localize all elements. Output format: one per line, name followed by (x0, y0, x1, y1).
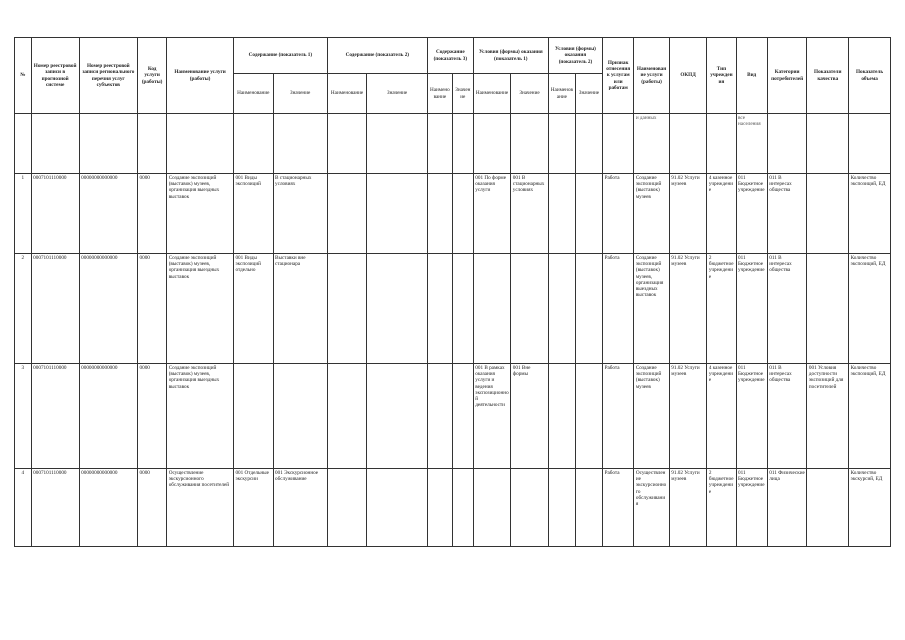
col-okpd: ОКПД (669, 38, 707, 114)
row-num: 4 (15, 469, 32, 547)
col-unique-number: Номер реестровой записи регионального перечня услуг субъектов (79, 38, 137, 114)
cell (327, 364, 367, 469)
cell (575, 254, 602, 364)
cell (548, 254, 575, 364)
sub-cond2-value: Значение (575, 74, 602, 114)
row-uniq: 00000000000000 (79, 174, 137, 254)
row-okved: Создание экспозиций (выставок) музеев (634, 174, 669, 254)
cell (452, 174, 473, 254)
sub-content3-value: Значение (452, 74, 473, 114)
cell (473, 114, 511, 174)
row-c1n (233, 364, 273, 469)
row-reg: 0007101110000 (31, 254, 79, 364)
cell (452, 254, 473, 364)
cell (575, 364, 602, 469)
cell (367, 174, 427, 254)
row-okpd: 91.02 Услуги музеев (669, 364, 707, 469)
row-cat: 011 Физические лица (767, 469, 807, 547)
row-vol: Количество экспозиций, ЕД (849, 174, 891, 254)
cell (575, 469, 602, 547)
cell (427, 254, 452, 364)
cell (548, 469, 575, 547)
cell (548, 174, 575, 254)
cell (707, 114, 736, 174)
row-vid: 011 Бюджетное учреждение (736, 174, 767, 254)
table-row (15, 114, 891, 174)
row-okved: Создание экспозиций (выставок) музеев (634, 364, 669, 469)
row-sign: Работа (603, 364, 634, 469)
sub-content1-value: Значение (273, 74, 327, 114)
cell (575, 174, 602, 254)
row-okpd: 91.02 Услуги музеев (669, 254, 707, 364)
row-vid: 011 Бюджетное учреждение (736, 364, 767, 469)
col-code: Код услуги (работы) (138, 38, 167, 114)
sub-content2-value: Значение (367, 74, 427, 114)
sub-content3-name: Наименование (427, 74, 452, 114)
table-row (15, 364, 891, 469)
sub-cond1-value: Значение (511, 74, 549, 114)
row-cat: 011 В интересах общества (767, 254, 807, 364)
cell (233, 114, 273, 174)
row-qual: 001 Условия доступности экспозиций для посетителей (807, 364, 849, 469)
row-okpd: 91.02 Услуги музеев (669, 174, 707, 254)
row-c1n: 001 Виды экспозиций отдельно (233, 254, 273, 364)
col-content3: Содержание (показатель 3) (427, 38, 473, 74)
cell (367, 469, 427, 547)
row-sign: Работа (603, 469, 634, 547)
table-row (15, 174, 891, 254)
col-sign: Признак отнесения к услугам или работам (603, 38, 634, 114)
row-code: 0000 (138, 254, 167, 364)
row-c1v: Выставки вне стационара (273, 254, 327, 364)
row-vol: Количество экскурсий, ЕД (849, 469, 891, 547)
cell (427, 174, 452, 254)
col-content1: Содержание (показатель 1) (233, 38, 327, 74)
row-num: 3 (15, 364, 32, 469)
col-num: № (15, 38, 32, 114)
row-code: 0000 (138, 174, 167, 254)
row-cd1n: 001 По форме оказания услуги (473, 174, 511, 254)
cell: и данных (634, 114, 669, 174)
row-type: 2 бюджетное учреждение (707, 254, 736, 364)
row-name: Осуществление экскурсионного обслуживания посетителей (167, 469, 234, 547)
cell: все населения (736, 114, 767, 174)
row-cd1v: 001 Вне формы (511, 364, 549, 469)
col-okved: Наименование услуги (работы) (634, 38, 669, 114)
cell (849, 114, 891, 174)
row-num: 2 (15, 254, 32, 364)
row-name: Создание экспозиций (выставок) музеев, организация выездных выставок (167, 254, 234, 364)
cell (327, 469, 367, 547)
cell (427, 469, 452, 547)
row-c1v: В стационарных условиях (273, 174, 327, 254)
cell (138, 114, 167, 174)
cell (327, 174, 367, 254)
row-cat: 011 В интересах общества (767, 364, 807, 469)
row-code: 0000 (138, 469, 167, 547)
cell (15, 114, 32, 174)
table-row (15, 254, 891, 364)
col-cond1: Условия (формы) оказания (показатель 1) (473, 38, 548, 74)
row-reg: 0007101110000 (31, 469, 79, 547)
row-qual (807, 254, 849, 364)
row-type: 4 казенное учреждение (707, 174, 736, 254)
table-row (15, 469, 891, 547)
cell (31, 114, 79, 174)
row-vol: Количество экспозиций, ЕД (849, 254, 891, 364)
col-quality: Показатели качества (807, 38, 849, 114)
col-category: Категории потребителей (767, 38, 807, 114)
cell (427, 364, 452, 469)
sub-content1-name: Наименование (233, 74, 273, 114)
row-cd1v (511, 469, 549, 547)
row-type: 4 казенное учреждение (707, 364, 736, 469)
row-qual (807, 174, 849, 254)
row-uniq: 00000000000000 (79, 469, 137, 547)
row-okpd: 91.02 Услуги музеев (669, 469, 707, 547)
row-c1n: 001 Отдельные экскурсии (233, 469, 273, 547)
row-okved: Осуществление экскурсионного обслуживания (634, 469, 669, 547)
sub-cond2-name: Наименование (548, 74, 575, 114)
col-registry-number: Номер реестровой записи в прогнозной системе (31, 38, 79, 114)
cell (603, 114, 634, 174)
row-cat: 011 В интересах общества (767, 174, 807, 254)
document-sheet (14, 37, 891, 547)
cell (273, 114, 327, 174)
row-sign: Работа (603, 174, 634, 254)
col-service-name: Наименование услуги (работы) (167, 38, 234, 114)
col-volume: Показатель объема (849, 38, 891, 114)
cell (427, 114, 452, 174)
cell (367, 254, 427, 364)
row-sign: Работа (603, 254, 634, 364)
row-vid: 011 Бюджетное учреждение (736, 469, 767, 547)
row-okved: Создание экспозиций (выставок) музеев, организация выездных выставок (634, 254, 669, 364)
col-cond2: Условия (формы) оказания (показатель 2) (548, 38, 602, 74)
cell (452, 469, 473, 547)
cell (367, 114, 427, 174)
cell (669, 114, 707, 174)
row-qual (807, 469, 849, 547)
row-uniq: 00000000000000 (79, 254, 137, 364)
col-content2: Содержание (показатель 2) (327, 38, 427, 74)
registry-table (14, 37, 891, 547)
col-vid: Вид (736, 38, 767, 114)
col-type: Тип учреждения (707, 38, 736, 114)
cell (548, 114, 575, 174)
cell (167, 114, 234, 174)
row-code: 0000 (138, 364, 167, 469)
row-num: 1 (15, 174, 32, 254)
row-c1n: 001 Виды экспозиций (233, 174, 273, 254)
sub-content2-name: Наименование (327, 74, 367, 114)
cell (452, 364, 473, 469)
row-reg: 0007101110000 (31, 174, 79, 254)
sub-cond1-name: Наименование (473, 74, 511, 114)
cell (767, 114, 807, 174)
row-type: 2 бюджетное учреждение (707, 469, 736, 547)
row-cd1n: 001 В рамках оказания услуги и ведения экспозиционной деятельности (473, 364, 511, 469)
cell (575, 114, 602, 174)
row-cd1v (511, 254, 549, 364)
row-c1v (273, 364, 327, 469)
row-name: Создание экспозиций (выставок) музеев, организация выездных выставок (167, 364, 234, 469)
row-c1v: 001 Экскурсионное обслуживание (273, 469, 327, 547)
row-reg: 0007101110000 (31, 364, 79, 469)
cell (452, 114, 473, 174)
row-cd1n (473, 469, 511, 547)
row-cd1v: 001 В стационарных условиях (511, 174, 549, 254)
cell (367, 364, 427, 469)
row-uniq: 00000000000000 (79, 364, 137, 469)
row-vid: 011 Бюджетное учреждение (736, 254, 767, 364)
cell (327, 114, 367, 174)
row-cd1n (473, 254, 511, 364)
row-name: Создание экспозиций (выставок) музеев, организация выездных выставок (167, 174, 234, 254)
cell (807, 114, 849, 174)
cell (511, 114, 549, 174)
cell (548, 364, 575, 469)
row-vol: Количество экспозиций, ЕД (849, 364, 891, 469)
cell (79, 114, 137, 174)
cell (327, 254, 367, 364)
